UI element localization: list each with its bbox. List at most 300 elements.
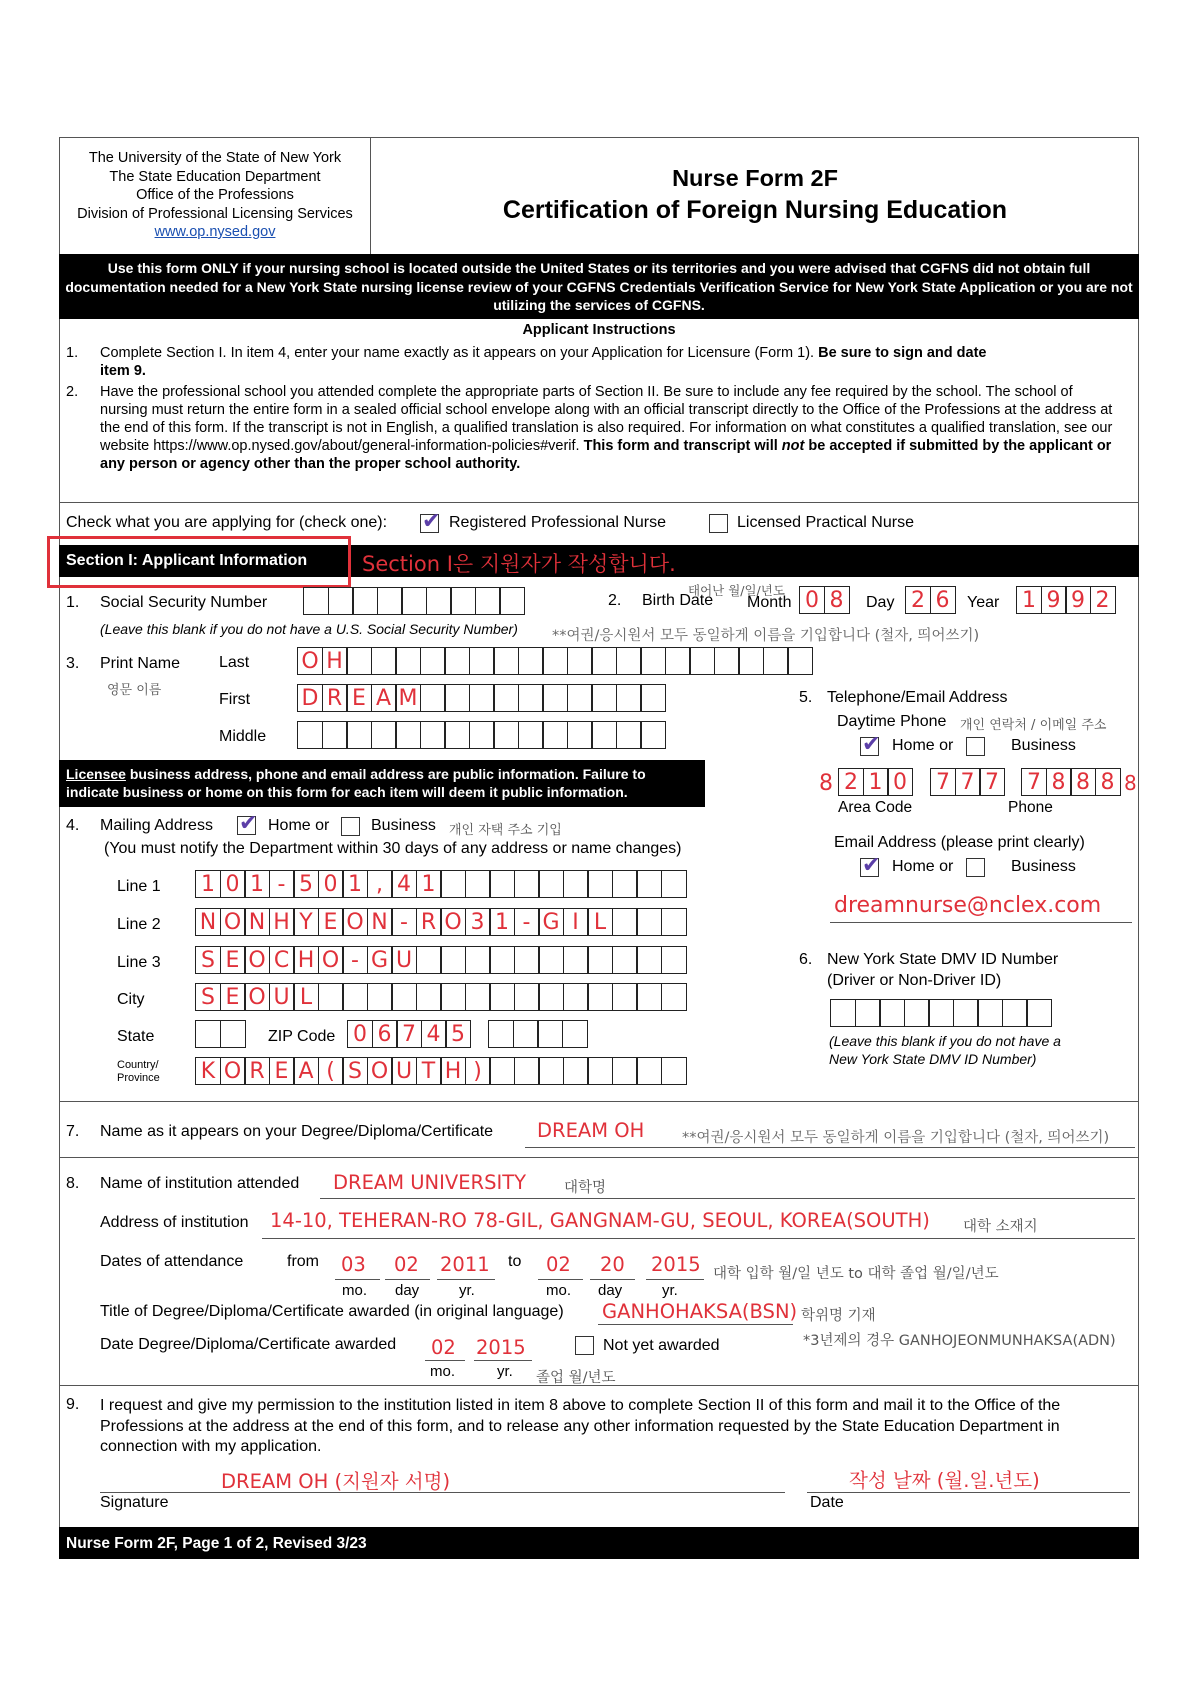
char-box[interactable]: L — [587, 908, 613, 936]
degree-name-ko-note: **여권/응시원서 모두 동일하게 이름을 기입합니다 (철자, 띄어쓰기) — [682, 1130, 1110, 1146]
char-box[interactable]: U — [391, 946, 417, 974]
not-yet-awarded-label: Not yet awarded — [603, 1337, 720, 1354]
char-box[interactable] — [567, 647, 593, 675]
char-box[interactable]: 8 — [1095, 768, 1121, 796]
email-business-checkbox[interactable] — [966, 858, 985, 877]
public-notice-bar — [59, 760, 705, 807]
phone-home-checkbox[interactable] — [860, 732, 881, 757]
char-box[interactable] — [612, 1057, 638, 1085]
char-box[interactable]: E — [269, 1057, 295, 1085]
char-box[interactable]: 2 — [838, 768, 864, 796]
char-box[interactable] — [475, 587, 501, 615]
char-box[interactable] — [377, 587, 403, 615]
char-box[interactable]: - — [514, 908, 540, 936]
instruction-2-text: Have the professional school you attended complete the appropriate parts of Section II. Be sure to include any fee required by the school. The school of nursing must return the entire form in a sealed official school envelope along with an official transcript directly to the Office of the Professions at the address at the end of this form. If the transcript is not in English, a qualified translation is also required. For information on what constitutes a qualified translation, see our website https://www.op.nysed.gov/about/general-information-policies#verif. — [100, 384, 1113, 454]
notice-text: Use this form ONLY if your nursing school is located outside the United States or its territories and you were advised that CGFNS did not obtain full documentation needed for a New York State nursing license review of your CGFNS Credentials Verification Service for New York State Application or you are not utilizing the services of CGFNS. — [65, 260, 1133, 313]
rn-checkbox[interactable] — [420, 509, 441, 534]
char-box[interactable] — [587, 946, 613, 974]
mailing-label: Mailing Address — [100, 817, 213, 834]
dmv-num: 6. — [799, 951, 813, 968]
char-box[interactable] — [787, 647, 813, 675]
char-box[interactable]: 2 — [1090, 586, 1116, 614]
char-box[interactable]: 1 — [1016, 586, 1042, 614]
char-box[interactable] — [542, 721, 568, 749]
ssn-ko-note: **여권/응시원서 모두 동일하게 이름을 기입합니다 (철자, 띄어쓰기) — [552, 628, 980, 644]
area-code-boxes[interactable] — [838, 768, 913, 796]
phone-part2-boxes[interactable] — [1021, 768, 1121, 796]
char-box[interactable] — [444, 647, 470, 675]
char-box[interactable] — [444, 684, 470, 712]
char-box[interactable]: 0 — [220, 870, 246, 898]
char-box[interactable]: O — [244, 946, 270, 974]
institution-name-ko: 대학명 — [564, 1180, 607, 1196]
char-box[interactable] — [303, 587, 329, 615]
dmv-note-2: New York State DMV ID Number) — [829, 1051, 1037, 1067]
char-box[interactable] — [616, 647, 642, 675]
line1-boxes[interactable] — [195, 870, 687, 898]
char-box[interactable]: U — [391, 1057, 417, 1085]
char-box[interactable] — [420, 684, 446, 712]
awarded-month-underline — [425, 1360, 465, 1361]
char-box[interactable] — [904, 999, 930, 1027]
char-box[interactable]: I — [563, 908, 589, 936]
char-box[interactable]: - — [342, 946, 368, 974]
instruction-2-num: 2. — [66, 384, 79, 400]
char-box[interactable] — [562, 1020, 588, 1048]
char-box[interactable] — [612, 983, 638, 1011]
char-box[interactable] — [953, 999, 979, 1027]
awarded-year-underline — [474, 1360, 532, 1361]
email-home-checkbox[interactable] — [860, 853, 881, 878]
char-box[interactable] — [640, 684, 666, 712]
char-box[interactable]: R — [416, 908, 442, 936]
public-notice-text: business address, phone and email address are public information. Failure to indicate business or home on this form for each item will deem it public information. — [66, 766, 646, 800]
char-box[interactable]: O — [367, 1057, 393, 1085]
char-box[interactable]: 8 — [824, 586, 850, 614]
mailing-home-label: Home or — [268, 817, 330, 834]
char-box[interactable] — [346, 721, 372, 749]
char-box[interactable] — [612, 870, 638, 898]
char-box[interactable] — [195, 1020, 221, 1048]
applying-label: Check what you are applying for (check one): — [66, 514, 388, 531]
char-box[interactable]: O — [244, 983, 270, 1011]
section1-highlight-box — [47, 536, 351, 588]
char-box[interactable] — [322, 721, 348, 749]
char-box[interactable] — [395, 721, 421, 749]
degree-name-underline — [525, 1147, 1135, 1148]
char-box[interactable] — [661, 946, 687, 974]
char-box[interactable] — [513, 1020, 539, 1048]
char-box[interactable]: E — [318, 908, 344, 936]
char-box[interactable]: A — [371, 684, 397, 712]
char-box[interactable] — [514, 1057, 540, 1085]
to-month[interactable]: 02 — [546, 1253, 571, 1276]
char-box[interactable] — [591, 684, 617, 712]
from-day[interactable]: 02 — [394, 1253, 419, 1276]
awarded-year[interactable]: 2015 — [476, 1336, 526, 1359]
char-box[interactable]: H — [293, 946, 319, 974]
char-box[interactable]: A — [293, 1057, 319, 1085]
char-box[interactable]: 1 — [416, 870, 442, 898]
phone-business-checkbox[interactable] — [966, 737, 985, 756]
country-boxes[interactable] — [195, 1057, 687, 1085]
char-box[interactable]: 7 — [979, 768, 1005, 796]
to-year[interactable]: 2015 — [651, 1253, 701, 1276]
char-box[interactable]: 0 — [887, 768, 913, 796]
mailing-business-checkbox[interactable] — [341, 817, 360, 836]
phone-part1-boxes[interactable] — [930, 768, 1005, 796]
day-label: Day — [866, 594, 895, 611]
char-box[interactable]: , — [367, 870, 393, 898]
char-box[interactable]: 8 — [1070, 768, 1096, 796]
to-mo-label: mo. — [546, 1282, 572, 1299]
char-box[interactable] — [489, 870, 515, 898]
char-box[interactable]: 5 — [445, 1020, 471, 1048]
char-box[interactable] — [538, 983, 564, 1011]
char-box[interactable]: 3 — [465, 908, 491, 936]
char-box[interactable]: 4 — [391, 870, 417, 898]
char-box[interactable] — [542, 684, 568, 712]
country-label-1: Country/ — [117, 1059, 159, 1071]
char-box[interactable] — [518, 647, 544, 675]
char-box[interactable] — [416, 983, 442, 1011]
char-box[interactable] — [297, 721, 323, 749]
char-box[interactable] — [661, 908, 687, 936]
char-box[interactable] — [352, 587, 378, 615]
zip-ext-boxes[interactable] — [488, 1020, 588, 1048]
from-day-label: day — [395, 1282, 420, 1299]
char-box[interactable]: O — [318, 946, 344, 974]
last-boxes[interactable] — [297, 647, 813, 675]
signature-underline — [100, 1492, 785, 1493]
char-box[interactable]: N — [244, 908, 270, 936]
degree-title-value[interactable]: GANHOHAKSA(BSN) — [602, 1300, 798, 1323]
char-box[interactable] — [661, 983, 687, 1011]
char-box[interactable] — [440, 870, 466, 898]
char-box[interactable]: 1 — [489, 908, 515, 936]
char-box[interactable]: O — [297, 647, 323, 675]
degree-title-underline — [598, 1324, 793, 1325]
char-box[interactable] — [518, 721, 544, 749]
char-box[interactable] — [493, 684, 519, 712]
awarded-month[interactable]: 02 — [431, 1336, 456, 1359]
char-box[interactable]: C — [269, 946, 295, 974]
char-box[interactable] — [469, 647, 495, 675]
char-box[interactable] — [636, 908, 662, 936]
char-box[interactable] — [489, 983, 515, 1011]
char-box[interactable]: 8 — [1046, 768, 1072, 796]
degree-name-value[interactable]: DREAM OH — [537, 1119, 645, 1142]
char-box[interactable] — [538, 870, 564, 898]
char-box[interactable]: N — [195, 908, 221, 936]
char-box[interactable]: Y — [293, 908, 319, 936]
char-box[interactable]: R — [322, 684, 348, 712]
char-box[interactable] — [488, 1020, 514, 1048]
char-box[interactable]: O — [220, 1057, 246, 1085]
char-box[interactable]: 7 — [930, 768, 956, 796]
from-month[interactable]: 03 — [341, 1253, 366, 1276]
char-box[interactable] — [318, 983, 344, 1011]
section1-annotation: Section Ⅰ은 지원자가 작성합니다. — [362, 552, 676, 576]
char-box[interactable]: ( — [318, 1057, 344, 1085]
char-box[interactable]: S — [195, 983, 221, 1011]
char-box[interactable] — [493, 721, 519, 749]
dates-label: Dates of attendance — [100, 1253, 244, 1270]
dmv-boxes[interactable] — [830, 999, 1052, 1027]
char-box[interactable] — [538, 946, 564, 974]
char-box[interactable] — [416, 946, 442, 974]
char-box[interactable]: E — [220, 946, 246, 974]
city-boxes[interactable] — [195, 983, 687, 1011]
char-box[interactable] — [542, 647, 568, 675]
char-box[interactable]: 1 — [195, 870, 221, 898]
char-box[interactable]: 5 — [293, 870, 319, 898]
char-box[interactable]: 9 — [1041, 586, 1067, 614]
char-box[interactable]: G — [538, 908, 564, 936]
char-box[interactable]: R — [244, 1057, 270, 1085]
instruction-2-bold-b: be accepted if submitted by the applicant or any person or agency other than the proper school authority. — [100, 438, 1112, 472]
line3-label: Line 3 — [117, 954, 161, 971]
char-box[interactable]: 6 — [372, 1020, 398, 1048]
line2-boxes[interactable] — [195, 908, 687, 936]
char-box[interactable] — [661, 870, 687, 898]
institution-address-ko: 대학 소재지 — [963, 1219, 1038, 1235]
char-box[interactable] — [640, 721, 666, 749]
name-label: Print Name — [100, 655, 181, 672]
char-box[interactable] — [371, 721, 397, 749]
middle-boxes[interactable] — [297, 721, 666, 749]
char-box[interactable]: N — [367, 908, 393, 936]
char-box[interactable]: 4 — [421, 1020, 447, 1048]
char-box[interactable] — [616, 721, 642, 749]
char-box[interactable]: 7 — [1021, 768, 1047, 796]
year-boxes[interactable] — [1016, 586, 1116, 614]
char-box[interactable] — [514, 946, 540, 974]
lpn-checkbox[interactable] — [709, 514, 728, 533]
char-box[interactable]: E — [346, 684, 372, 712]
char-box[interactable] — [367, 983, 393, 1011]
char-box[interactable] — [465, 946, 491, 974]
char-box[interactable]: K — [195, 1057, 221, 1085]
divider-applying — [59, 502, 1139, 503]
mailing-ko-note: 개인 자택 주소 기입 — [449, 823, 562, 838]
char-box[interactable]: 9 — [1065, 586, 1091, 614]
public-notice-underlined: Licensee — [66, 766, 126, 782]
char-box[interactable]: H — [322, 647, 348, 675]
char-box[interactable]: O — [440, 908, 466, 936]
char-box[interactable] — [371, 647, 397, 675]
char-box[interactable] — [636, 983, 662, 1011]
degree-title-ko-2: *3년제의 경우 GANHOJEONMUNHAKSA(ADN) — [803, 1333, 1116, 1349]
char-box[interactable] — [1002, 999, 1028, 1027]
char-box[interactable]: O — [342, 908, 368, 936]
awarded-mo-label: mo. — [430, 1363, 456, 1380]
char-box[interactable]: 0 — [347, 1020, 373, 1048]
awarded-label: Date Degree/Diploma/Certificate awarded — [100, 1336, 397, 1353]
char-box[interactable] — [489, 946, 515, 974]
char-box[interactable] — [612, 946, 638, 974]
checkmark-icon: ✔ — [862, 732, 881, 757]
char-box[interactable] — [346, 647, 372, 675]
email-home-label: Home or — [892, 858, 954, 875]
date-label: Date — [810, 1494, 844, 1511]
char-box[interactable] — [450, 587, 476, 615]
char-box[interactable] — [440, 946, 466, 974]
char-box[interactable] — [612, 908, 638, 936]
char-box[interactable]: H — [269, 908, 295, 936]
instructions-heading: Applicant Instructions — [522, 322, 676, 338]
char-box[interactable] — [738, 647, 764, 675]
char-box[interactable]: S — [342, 1057, 368, 1085]
char-box[interactable]: 2 — [905, 586, 931, 614]
char-box[interactable] — [514, 983, 540, 1011]
char-box[interactable] — [567, 721, 593, 749]
to-day[interactable]: 20 — [600, 1253, 625, 1276]
char-box[interactable] — [977, 999, 1003, 1027]
phone-business-label: Business — [1011, 737, 1076, 754]
instruction-1-bold: Be sure to sign and date item 9. — [100, 345, 987, 379]
state-boxes[interactable] — [195, 1020, 246, 1048]
email-label: Email Address (please print clearly) — [834, 834, 1085, 851]
char-box[interactable] — [440, 983, 466, 1011]
char-box[interactable]: - — [391, 908, 417, 936]
char-box[interactable] — [587, 870, 613, 898]
line1-label: Line 1 — [117, 878, 161, 895]
char-box[interactable]: S — [195, 946, 221, 974]
ssn-label: Social Security Number — [100, 594, 268, 611]
char-box[interactable] — [469, 684, 495, 712]
char-box[interactable]: - — [269, 870, 295, 898]
char-box[interactable] — [636, 870, 662, 898]
char-box[interactable] — [426, 587, 452, 615]
birth-num: 2. — [608, 592, 622, 609]
char-box[interactable] — [518, 684, 544, 712]
char-box[interactable] — [928, 999, 954, 1027]
char-box[interactable]: T — [416, 1057, 442, 1085]
day-boxes[interactable] — [905, 586, 956, 614]
char-box[interactable] — [563, 1057, 589, 1085]
institution-name-value[interactable]: DREAM UNIVERSITY — [333, 1171, 527, 1194]
char-box[interactable] — [563, 946, 589, 974]
char-box[interactable]: 1 — [244, 870, 270, 898]
email-value[interactable]: dreamnurse@nclex.com — [834, 893, 1102, 918]
char-box[interactable] — [563, 983, 589, 1011]
ssn-boxes[interactable] — [303, 587, 525, 615]
degree-name-label: Name as it appears on your Degree/Diploma/Certificate — [100, 1123, 494, 1140]
char-box[interactable] — [1026, 999, 1052, 1027]
top-border — [59, 137, 1138, 138]
char-box[interactable] — [465, 983, 491, 1011]
char-box[interactable] — [830, 999, 856, 1027]
website-link[interactable]: www.op.nysed.gov — [154, 224, 276, 240]
char-box[interactable] — [420, 647, 446, 675]
char-box[interactable] — [567, 684, 593, 712]
char-box[interactable] — [538, 1057, 564, 1085]
char-box[interactable] — [391, 983, 417, 1011]
char-box[interactable] — [640, 647, 666, 675]
char-box[interactable]: ) — [465, 1057, 491, 1085]
mailing-home-checkbox[interactable] — [237, 811, 258, 836]
char-box[interactable] — [636, 946, 662, 974]
char-box[interactable]: 6 — [930, 586, 956, 614]
char-box[interactable] — [665, 647, 691, 675]
instruction-1-text: Complete Section I. In item 4, enter your name exactly as it appears on your Application for Licensure (Form 1). — [100, 345, 815, 361]
to-label: to — [508, 1253, 522, 1270]
date-value[interactable]: 작성 날짜 (월.일.년도) — [849, 1469, 1040, 1492]
char-box[interactable]: H — [440, 1057, 466, 1085]
awarded-yr-label: yr. — [497, 1363, 513, 1380]
char-box[interactable] — [420, 721, 446, 749]
char-box[interactable] — [563, 870, 589, 898]
char-box[interactable]: E — [220, 983, 246, 1011]
char-box[interactable] — [514, 870, 540, 898]
line3-boxes[interactable] — [195, 946, 687, 974]
char-box[interactable]: 1 — [342, 870, 368, 898]
char-box[interactable] — [689, 647, 715, 675]
char-box[interactable] — [591, 721, 617, 749]
char-box[interactable] — [465, 870, 491, 898]
char-box[interactable] — [499, 587, 525, 615]
char-box[interactable]: D — [297, 684, 323, 712]
from-month-underline — [335, 1279, 380, 1280]
signature-value[interactable]: DREAM OH (지원자 서명) — [221, 1470, 451, 1493]
char-box[interactable]: O — [220, 908, 246, 936]
divider-item9 — [59, 1385, 1139, 1386]
char-box[interactable] — [763, 647, 789, 675]
char-box[interactable] — [220, 1020, 246, 1048]
char-box[interactable]: 1 — [863, 768, 889, 796]
char-box[interactable] — [587, 983, 613, 1011]
char-box[interactable] — [537, 1020, 563, 1048]
not-yet-awarded-checkbox[interactable] — [575, 1336, 594, 1355]
char-box[interactable] — [444, 721, 470, 749]
char-box[interactable]: 0 — [799, 586, 825, 614]
phone-home-label: Home or — [892, 737, 954, 754]
daytime-label: Daytime Phone — [837, 713, 947, 730]
char-box[interactable]: 7 — [396, 1020, 422, 1048]
zip-boxes[interactable] — [347, 1020, 471, 1048]
char-box[interactable] — [616, 684, 642, 712]
char-box[interactable]: 7 — [955, 768, 981, 796]
char-box[interactable] — [469, 721, 495, 749]
char-box[interactable]: 0 — [318, 870, 344, 898]
char-box[interactable] — [328, 587, 354, 615]
char-box[interactable] — [489, 1057, 515, 1085]
institution-address-value[interactable]: 14-10, TEHERAN-RO 78-GIL, GANGNAM-GU, SEOUL, KOREA(SOUTH) — [270, 1209, 930, 1232]
char-box[interactable]: M — [395, 684, 421, 712]
rn-label: Registered Professional Nurse — [449, 514, 666, 531]
line2-label: Line 2 — [117, 916, 161, 933]
char-box[interactable] — [661, 1057, 687, 1085]
first-boxes[interactable] — [297, 684, 666, 712]
char-box[interactable] — [591, 647, 617, 675]
city-label: City — [117, 991, 145, 1008]
char-box[interactable] — [401, 587, 427, 615]
char-box[interactable] — [879, 999, 905, 1027]
char-box[interactable]: G — [367, 946, 393, 974]
char-box[interactable] — [855, 999, 881, 1027]
month-boxes[interactable] — [799, 586, 850, 614]
char-box[interactable] — [493, 647, 519, 675]
char-box[interactable] — [587, 1057, 613, 1085]
char-box[interactable]: U — [269, 983, 295, 1011]
from-year[interactable]: 2011 — [440, 1253, 490, 1276]
char-box[interactable]: L — [293, 983, 319, 1011]
char-box[interactable] — [636, 1057, 662, 1085]
char-box[interactable] — [342, 983, 368, 1011]
char-box[interactable] — [714, 647, 740, 675]
char-box[interactable] — [395, 647, 421, 675]
